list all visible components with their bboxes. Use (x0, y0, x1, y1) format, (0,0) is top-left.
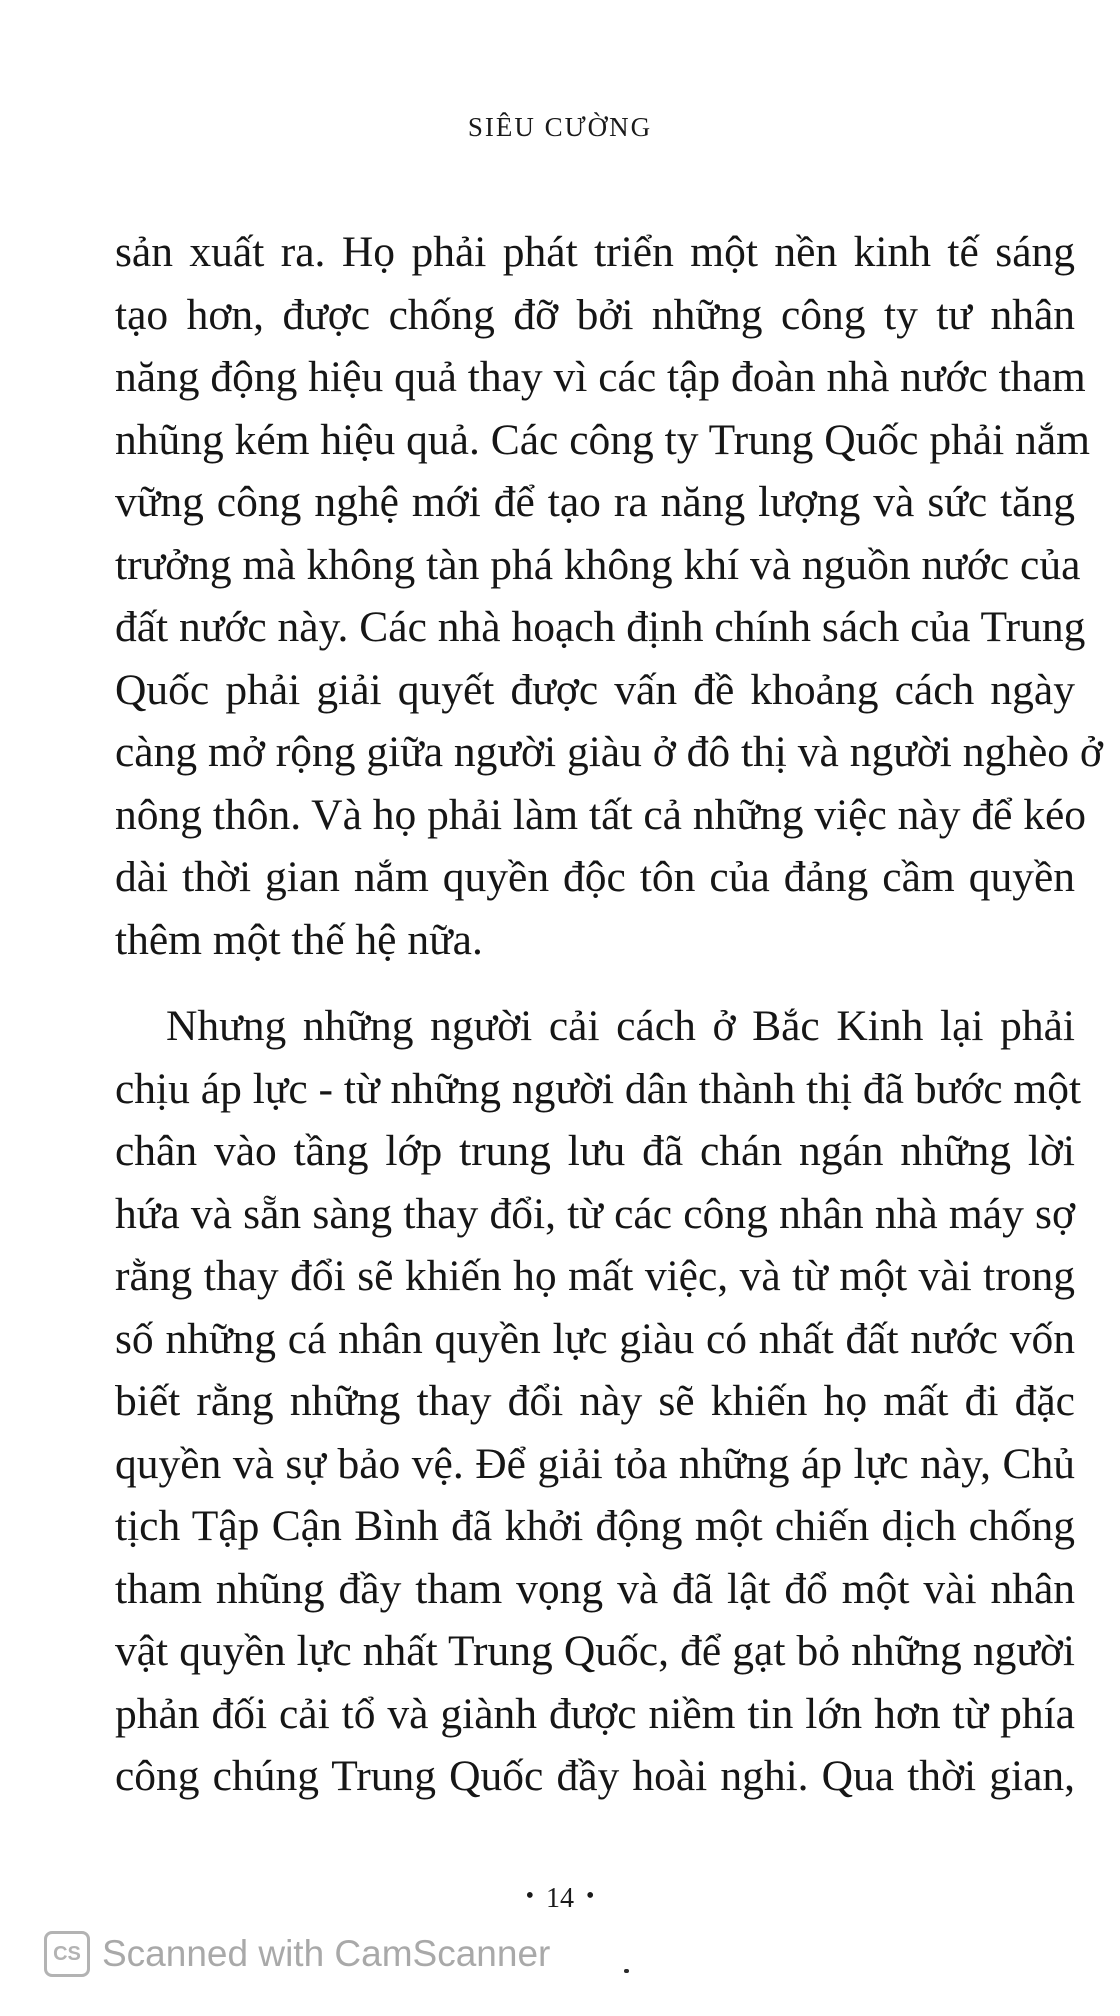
text-line: tạo hơn, được chống đỡ bởi những công ty tư nhân (115, 290, 1075, 339)
text-line: chịu áp lực - từ những người dân thành thị đã bước một (115, 1064, 1082, 1113)
body-text (115, 221, 1103, 1808)
camscanner-watermark (44, 1924, 550, 1984)
text-line: công chúng Trung Quốc đầy hoài nghi. Qua thời gian, (115, 1752, 1075, 1800)
text-line: số những cá nhân quyền lực giàu có nhất đất nước vốn (115, 1314, 1075, 1363)
text-line: rằng thay đổi sẽ khiến họ mất việc, và từ một vài trong (115, 1252, 1075, 1300)
text-line: vững công nghệ mới để tạo ra năng lượng và sức tăng (115, 478, 1075, 526)
scan-speck (624, 1969, 629, 1973)
watermark-text: Scanned with CamScanner (102, 1933, 551, 1974)
text-line: nhũng kém hiệu quả. Các công ty Trung Quốc phải nắm (115, 415, 1090, 464)
page-number-dot-left: • (525, 1883, 534, 1909)
text-line: chân vào tầng lớp trung lưu đã chán ngán những lời (115, 1127, 1075, 1175)
text-line: đất nước này. Các nhà hoạch định chính sách của Trung (115, 603, 1086, 651)
text-line: hứa và sẵn sàng thay đổi, từ các công nhân nhà máy sợ (115, 1189, 1075, 1238)
page-number (0, 1883, 1120, 1915)
text-line: năng động hiệu quả thay vì các tập đoàn nhà nước tham (115, 353, 1086, 401)
text-line: Quốc phải giải quyết được vấn đề khoảng cách ngày (115, 665, 1075, 714)
paragraph-2 (115, 995, 1082, 1808)
text-line: quyền và sự bảo vệ. Để giải tỏa những áp lực này, Chủ (115, 1439, 1075, 1488)
text-line: trưởng mà không tàn phá không khí và nguồn nước của (115, 540, 1081, 589)
text-line: vật quyền lực nhất Trung Quốc, để gạt bỏ những người (115, 1627, 1075, 1675)
text-line: nông thôn. Và họ phải làm tất cả những việc này để kéo (115, 790, 1087, 839)
page-number-value: 14 (546, 1883, 574, 1914)
text-line: càng mở rộng giữa người giàu ở đô thị và người nghèo ở (115, 728, 1103, 776)
text-line: tịch Tập Cận Bình đã khởi động một chiến dịch chống (115, 1502, 1075, 1550)
paragraph-1 (115, 221, 1103, 971)
text-line: sản xuất ra. Họ phải phát triển một nền kinh tế sáng (115, 228, 1075, 276)
text-line: biết rằng những thay đổi này sẽ khiến họ mất đi đặc (115, 1377, 1075, 1425)
text-line: dài thời gian nắm quyền độc tôn của đảng cầm quyền (115, 853, 1075, 901)
text-line: thêm một thế hệ nữa. (115, 915, 483, 964)
text-line: tham nhũng đầy tham vọng và đã lật đổ một vài nhân (115, 1564, 1075, 1613)
text-line: phản đối cải tổ và giành được niềm tin lớn hơn từ phía (115, 1689, 1075, 1738)
camscanner-logo-icon: CS (44, 1931, 90, 1977)
running-header-title: SIÊU CƯỜNG (467, 112, 653, 142)
page-number-dot-right: • (586, 1883, 595, 1909)
text-line: Nhưng những người cải cách ở Bắc Kinh lại phải (166, 1002, 1075, 1050)
